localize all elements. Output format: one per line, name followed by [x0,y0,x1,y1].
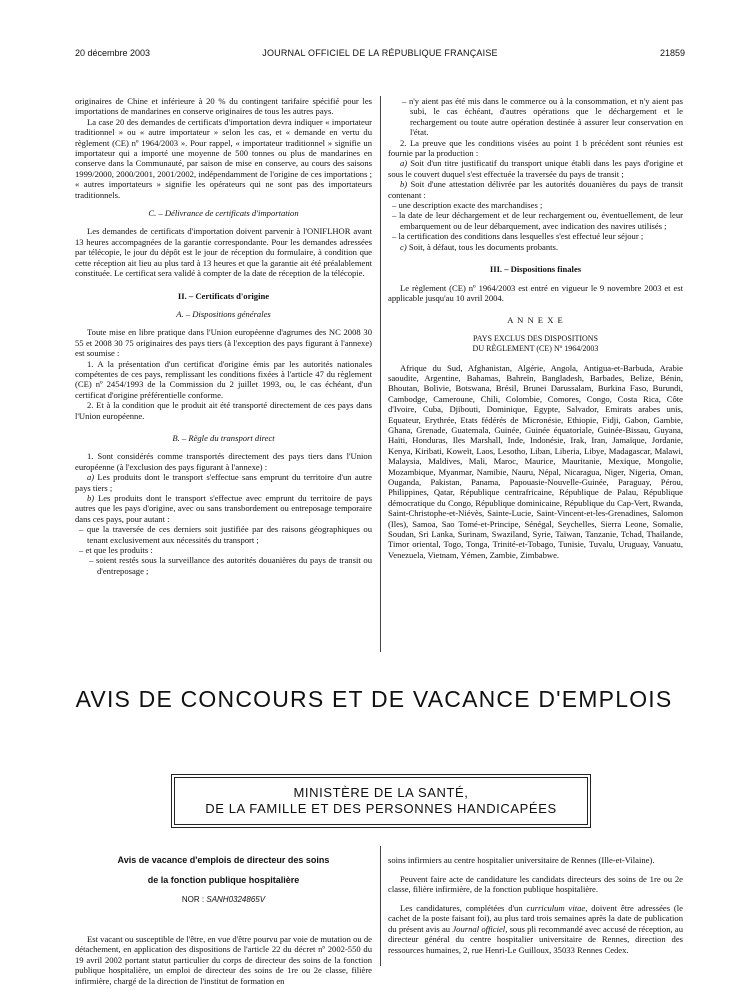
dash-item: – n'y aient pas été mis dans le commerce ou à la consommation, et n'y aient pas subi, le cas échéant, d'autres opérations que le déchargement et le rechargement ou toute autre opération destinée à assurer leur conservation en l'état. [402,96,683,138]
paragraph: originaires de Chine et inférieure à 20 % du contingent tarifaire spécifié pour les importations de mandarines en conserve originaires de tous les autres pays. [75,96,372,117]
text-run: , doivent être adressées (le cachet de la poste faisant foi), au plus tard trois semaines après la date de publication du présent avis au [388,903,683,934]
nor-label: NOR : [181,895,207,904]
paragraph: Est vacant ou susceptible de l'être, en vue d'être pourvu par voie de mutation ou de détachement, en application des dispositions de l'article 22 du décret nº 2002-550 du 19 avril 2002 portant statut particulier du corps de directeur des soins de la fonction publique hospitalière, un emploi de directeur des soins de 1re ou 2e classe, filière infirmière, chargé de la direction de l'institut de formation en [75,934,372,986]
text-run: , sous pli recommandé avec accusé de réception, au directeur général du centre hospitalier universitaire de Rennes, direction des ressources humaines, 2, rue Henri-Le Guilloux, 35033 Rennes Cedex. [388,923,683,955]
section-heading-a: A. – Dispositions générales [176,308,271,319]
item-label: a) [87,472,95,483]
header-page-number: 21859 [659,48,685,58]
dash-item: – la certification des conditions dans lesquelles s'est effectué leur séjour ; [392,231,644,242]
section-heading-iii: III. – Dispositions finales [489,264,582,275]
notice-title-line2: de la fonction publique hospitalière [147,875,300,885]
notice-right-column [388,846,683,964]
dash-item: – que la traversée de ces derniers soit justifiée par des raisons géographiques ou tenant exclusivement aux nécessités du transport ; [79,524,372,545]
column-divider [380,846,381,966]
nor-reference [75,895,372,905]
item-label: b) [400,179,408,190]
item-text: Soit d'une attestation délivrée par les autorités douanières du pays de transit contenant : [388,179,683,200]
notice-left-column [75,846,372,995]
paragraph: Les demandes de certificats d'importation doivent parvenir à l'ONIFLHOR avant 13 heures accompagnées de la garantie correspondante. Pour les demandes adressées par télécopie, le jour du dépôt est le jour de réception du formulaire, à condition que cette réception ait lieu au plus tard à 13 heures et que la garantie ait été préalablement constituée. Le certificat sera validé à compter de la date de réception de la télécopie. [75,226,372,279]
paragraph [75,472,372,493]
annexe-title-line2: DU RÈGLEMENT (CE) Nº 1964/2003 [472,344,599,354]
paragraph [388,158,683,179]
item-text: Les produits dont le transport s'effectue sans emprunt du territoire d'un autre pays tiers ; [75,472,372,493]
paragraph [388,179,683,200]
paragraph: La case 20 des demandes de certificats d'importation devra indiquer « importateur traditionnel » ou « autre importateur » selon les cas, et « demande en vertu du règlement (CE) nº 1964/2003 ». Pour rappel, « importateur traditionnel » signifie un importateur qui a importé une moyenne de 500 tonnes ou plus de mandarines en conserve dans la Communauté, par saison de mise en conserve, au cours des saisons 1999/2000, 2000/2001, 2001/2002, indépendamment de l'origine de ces importations ; « autres importateurs » signifie les opérateurs qui ne sont pas des importateurs traditionnels. [75,116,372,200]
item-text: Soit, à défaut, tous les documents probants. [406,241,559,252]
item-text: Soit d'un titre justificatif du transport unique établi dans les pays d'origine et sous le couvert duquel s'est effectuée la traversée du pays de transit ; [388,158,683,179]
paragraph: 2. La preuve que les conditions visées au point 1 b précédent sont réunies est fournie par la production : [388,137,683,159]
ministry-line2: DE LA FAMILLE ET DES PERSONNES HANDICAPÉES [205,801,557,816]
notice-title-line1: Avis de vacance d'emplois de directeur des soins [117,855,330,865]
paragraph: 1. A la présentation d'un certificat d'origine émis par les autorités nationales compétentes de ces pays, remplissant les conditions fixées à l'article 47 du règlement (CE) nº 2454/1993 de la Commission du 2 juillet 1993, ou, le cas échéant, d'un certificat d'origine préférentielle conforme. [75,358,372,400]
paragraph: 2. Et à la condition que le produit ait été transporté directement de ces pays dans l'Union européenne. [75,400,372,421]
text-run-italic: curriculum vitae [526,903,586,913]
header-date: 20 décembre 2003 [75,48,151,58]
paragraph: 1. Sont considérés comme transportés directement des pays tiers dans l'Union européenne (à l'exclusion des pays figurant à l'annexe) : [75,451,372,472]
page-header [75,48,685,62]
section-heading-c: C. – Délivrance de certificats d'importation [148,208,299,219]
paragraph [388,903,683,955]
dash-item: – la date de leur déchargement et de leur rechargement ou, éventuellement, de leur embarquement ou de leur débarquement, avec indication des navires utilisés ; [392,210,683,231]
nor-code: SANH0324865V [206,895,266,904]
column-divider [380,96,381,652]
item-label: a) [400,158,408,169]
section-heading-ii: II. – Certificats d'origine [177,290,270,301]
header-journal-title: JOURNAL OFFICIEL DE LA RÉPUBLIQUE FRANÇAISE [262,48,498,58]
dash-item: – et que les produits : [79,545,153,556]
annexe-heading: A N N E X E [507,315,564,326]
section-heading-b: B. – Règle du transport direct [172,432,275,443]
ministry-line1: MINISTÈRE DE LA SANTÉ, [293,785,469,800]
item-label: c) [400,241,407,252]
paragraph: Le règlement (CE) nº 1964/2003 est entré en vigueur le 9 novembre 2003 et est applicable jusqu'au 10 avril 2004. [388,282,683,303]
dash-item: – soient restés sous la surveillance des autorités douanières du pays de transit ou d'entreposage ; [89,555,372,576]
right-column [388,96,683,560]
paragraph: Toute mise en libre pratique dans l'Union européenne d'agrumes des NC 2008 30 55 et 2008 30 75 originaires des pays tiers (à l'exception des pays figurant à l'annexe) est soumise : [75,327,372,359]
country-list: Afrique du Sud, Afghanistan, Algérie, Angola, Antigua-et-Barbuda, Arabie saoudite, Argentine, Bahamas, Bahreïn, Bangladesh, Barbades, Belize, Bénin, Bhoutan, Bolivie, Botswana, Brésil, Brunei Darussalam, Burkina Faso, Burundi, Cambodge, Cameroune, Chili, Colombie, Comores, Congo, Costa Rica, Côte d'Ivoire, Cuba, Djibouti, Dominique, Egypte, Salvador, Emirats arabes unis, Equateur, Erythrée, Etats fédérés de Micronésie, Ethiopie, Fidji, Gabon, Gambie, Ghana, Grenade, Guatemala, Guinée, Guinée équatoriale, Guinée-Bissau, Guyana, Haïti, Honduras, Iles Marshall, Inde, Indonésie, Irak, Iran, Jamaïque, Jordanie, Kenya, Kiribati, Koweït, Laos, Lesotho, Liban, Liberia, Libye, Madagascar, Malawi, Malaysia, Maldives, Mali, Maroc, Maurice, Mauritanie, Mexique, Mongolie, Mozambique, Myanmar, Namibie, Nauru, Népal, Nicaragua, Niger, Nigeria, Oman, Ouganda, Pakistan, Panama, Papouasie-Nouvelle-Guinée, Paraguay, Pérou, Philippines, Qatar, République centrafricaine, République de Palau, République démocratique du Congo, République dominicaine, République du Cap-Vert, Rwanda, Saint-Christophe-et-Niévès, Sainte-Lucie, Saint-Vincent-et-les-Grenadines, Salomon (Iles), Samoa, Sao Tomé-et-Principe, Sénégal, Seychelles, Sierra Leone, Somalie, Soudan, Sri Lanka, Surinam, Swaziland, Syrie, Taïwan, Tanzanie, Tchad, Thaïlande, Timor oriental, Togo, Tonga, Trinité-et-Tobago, Tunisie, Tuvalu, Uruguay, Vanuatu, Venezuela, Vietnam, Yémen, Zambie, Zimbabwe. [388,362,683,560]
paragraph: Peuvent faire acte de candidature les candidats directeurs des soins de 1re ou 2e classe, filière infirmière, de la fonction publique hospitalière. [388,873,683,894]
item-label: b) [87,493,95,503]
section-title: AVIS DE CONCOURS ET DE VACANCE D'EMPLOIS [75,686,673,712]
dash-item: – une description exacte des marchandises ; [392,200,543,211]
left-column [75,96,372,576]
item-text: Les produits dont le transport s'effectue avec emprunt du territoire de pays autres que les pays d'origine, avec ou sans transbordement ou entreposage temporaire dans ces pays, pour autant : [75,493,372,524]
text-run-italic: Journal officiel [452,923,506,934]
paragraph: soins infirmiers au centre hospitalier universitaire de Rennes (Ille-et-Vilaine). [388,854,655,865]
text-run: Les candidatures, complétées d'un [400,903,527,913]
paragraph [75,493,372,524]
ministry-box [174,777,588,825]
annexe-title-line1: PAYS EXCLUS DES DISPOSITIONS [473,333,598,343]
paragraph [388,242,683,252]
